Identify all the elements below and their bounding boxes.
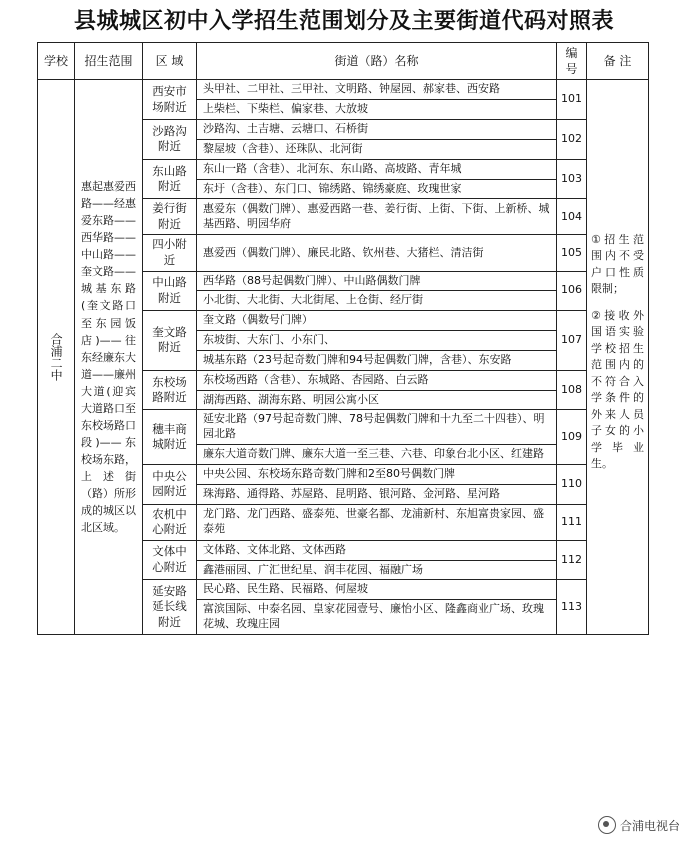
street-cell: 沙路沟、土吉塘、云塘口、石桥街 [197,120,557,140]
area-cell: 穗丰商城附近 [143,410,197,465]
watermark [598,816,680,834]
code-cell: 112 [557,540,587,580]
note-item-2: ②接收外国语实验学校招生范围内的不符合入学条件的外来人员子女的小学毕业生。 [591,308,644,471]
street-cell: 东圩（含巷）、东门口、锦绣路、锦绣豪庭、玫瑰世家 [197,179,557,199]
street-cell: 小北街、大北街、大北街尾、上仓街、经厅街 [197,291,557,311]
street-cell: 东校场西路（含巷）、东城路、杏园路、白云路 [197,370,557,390]
street-cell: 城基东路（23号起奇数门牌和94号起偶数门牌，含巷）、东安路 [197,350,557,370]
street-cell: 东坡街、大东门、小东门、 [197,331,557,351]
area-cell: 奎文路附近 [143,311,197,371]
note-item-1: ①招生范围内不受户口性质限制； [591,232,644,296]
code-cell: 111 [557,504,587,540]
street-cell: 惠爱西（偶数门牌）、廉民北路、钦州巷、大猪栏、清洁街 [197,235,557,271]
school-cell: 合浦二中 [38,80,75,635]
street-cell: 鑫港丽园、广汇世纪星、润丰花园、福融广场 [197,560,557,580]
street-cell: 奎文路（偶数号门牌） [197,311,557,331]
code-cell: 107 [557,311,587,371]
street-cell: 头甲社、二甲社、三甲社、文明路、钟屋园、郝家巷、西安路 [197,80,557,100]
area-cell: 文体中心附近 [143,540,197,580]
street-cell: 湖海西路、湖海东路、明园公寓小区 [197,390,557,410]
header-code: 编号 [557,43,587,80]
header-scope: 招生范围 [75,43,143,80]
table-header-row [38,43,649,80]
street-cell: 西华路（88号起偶数门牌）、中山路偶数门牌 [197,271,557,291]
page-title: 县城城区初中入学招生范围划分及主要街道代码对照表 [73,8,614,34]
street-cell: 中央公园、东校场东路奇数门牌和2至80号偶数门牌 [197,464,557,484]
wechat-channel-icon [598,816,616,834]
street-cell: 民心路、民生路、民福路、何屋坡 [197,580,557,600]
code-cell: 105 [557,235,587,271]
code-cell: 103 [557,159,587,199]
area-cell: 四小附近 [143,235,197,271]
school-district-table [37,42,649,635]
note-cell [587,80,649,635]
street-cell: 龙门路、龙门西路、盛泰苑、世豪名都、龙浦新村、东旭富贵家园、盛泰苑 [197,504,557,540]
header-area: 区 域 [143,43,197,80]
enrollment-scope-cell: 惠起惠爱西路——经惠爱东路——西华路——中山路——奎文路——城基东路(奎文路口至东园饭店)——往东经廉东大道——廉州大道(迎宾大道路口至东校场路口段)——东校场东路，上述街（路）所形成的城区以北区域。 [75,80,143,635]
code-cell: 110 [557,464,587,504]
street-cell: 富滨国际、中泰名园、皇家花园壹号、廉怡小区、隆鑫商业广场、玫瑰花城、玫瑰庄园 [197,600,557,635]
street-cell: 上柴栏、下柴栏、偏家巷、大放坡 [197,100,557,120]
street-cell: 惠爱东（偶数门牌）、惠爱西路一巷、姜行街、上街、下街、上新桥、城基西路、明园华府 [197,199,557,235]
header-note: 备 注 [587,43,649,80]
area-cell: 西安市场附近 [143,80,197,120]
header-school: 学校 [38,43,75,80]
code-cell: 106 [557,271,587,311]
area-cell: 中山路附近 [143,271,197,311]
code-cell: 108 [557,370,587,410]
area-cell: 中央公园附近 [143,464,197,504]
street-cell: 文体路、文体北路、文体西路 [197,540,557,560]
header-street: 街道（路）名称 [197,43,557,80]
area-cell: 姜行街附近 [143,199,197,235]
area-cell: 东校场路附近 [143,370,197,410]
street-cell: 珠海路、通得路、苏屋路、昆明路、银河路、金河路、星河路 [197,484,557,504]
area-cell: 农机中心附近 [143,504,197,540]
table-row [38,80,649,100]
code-cell: 104 [557,199,587,235]
code-cell: 109 [557,410,587,465]
code-cell: 102 [557,120,587,160]
code-cell: 113 [557,580,587,635]
area-cell: 延安路延长线附近 [143,580,197,635]
area-cell: 东山路附近 [143,159,197,199]
street-cell: 东山一路（含巷）、北河东、东山路、高坡路、青年城 [197,159,557,179]
area-cell: 沙路沟附近 [143,120,197,160]
watermark-text: 合浦电视台 [619,818,680,833]
street-cell: 黎屋坡（含巷）、还珠队、北河街 [197,139,557,159]
street-cell: 延安北路（97号起奇数门牌、78号起偶数门牌和十九至二十四巷）、明园北路 [197,410,557,445]
code-cell: 101 [557,80,587,120]
street-cell: 廉东大道奇数门牌、廉东大道一至三巷、六巷、印象台北小区、红建路 [197,445,557,465]
